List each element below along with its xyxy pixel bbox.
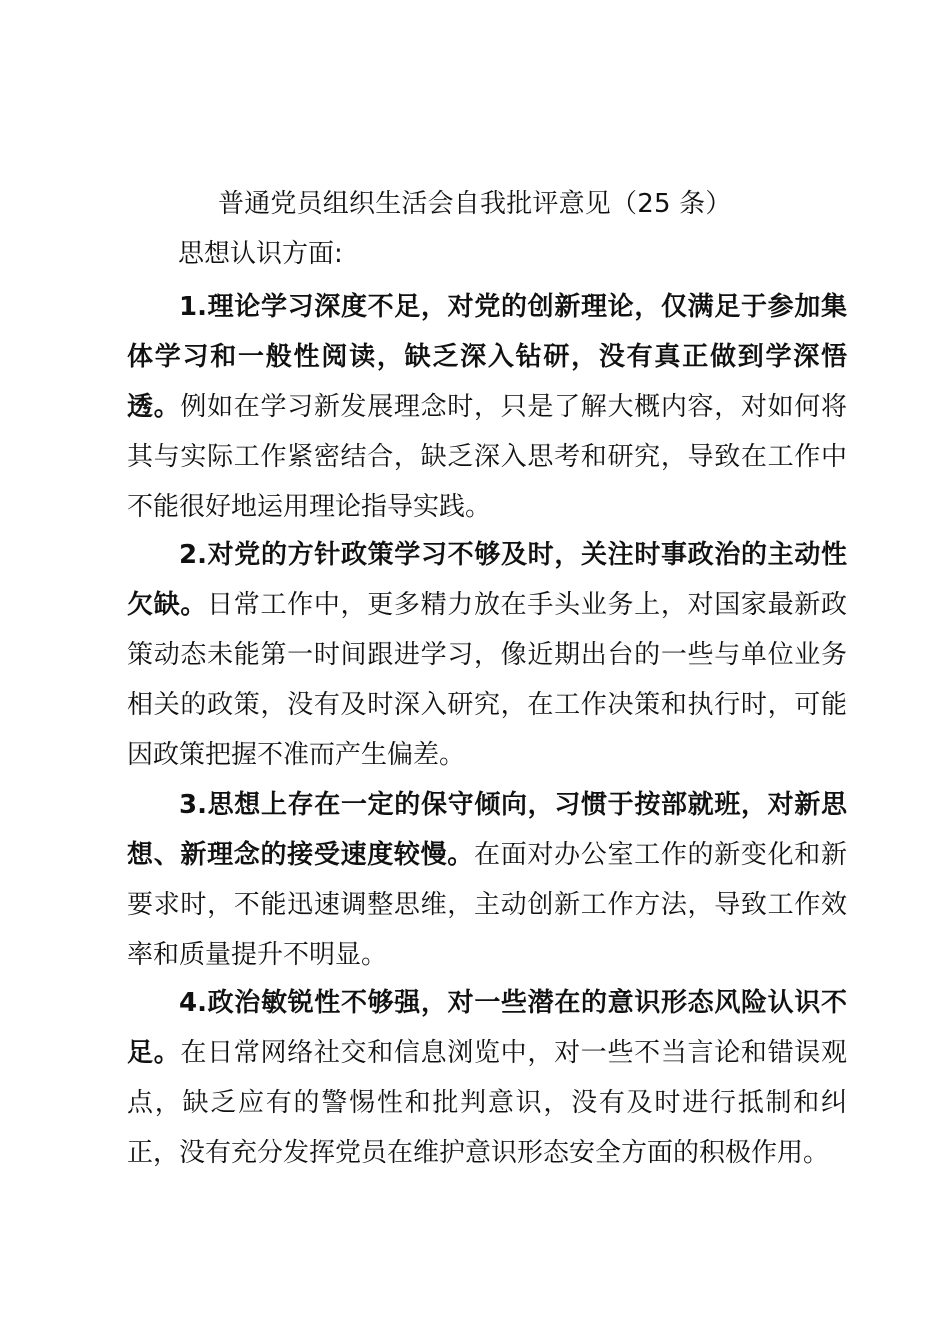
paragraph-4-body: 在日常网络社交和信息浏览中，对一些不当言论和错误观点，缺乏应有的警惕性和批判意识，没有及时进行抵制和纠正，没有充分发挥党员在维护意识形态安全方面的积极作用。 (127, 1038, 847, 1168)
paragraph-1-lead: 1.理论学习深度不足，对党的创新理论，仅满足于参加集体学习和一般性阅读，缺乏深入钻研，没有真正做到学深悟透。 (127, 292, 847, 422)
paragraph-2 (127, 530, 847, 780)
paragraph-3 (127, 780, 847, 980)
paragraph-2-lead: 2.对党的方针政策学习不够及时，关注时事政治的主动性欠缺。 (127, 540, 847, 620)
paragraph-4 (127, 978, 847, 1178)
paragraph-3-body: 在面对办公室工作的新变化和新要求时，不能迅速调整思维，主动创新工作方法，导致工作效率和质量提升不明显。 (127, 840, 847, 970)
section-heading: 思想认识方面: (178, 239, 343, 269)
document-title: 普通党员组织生活会自我批评意见（25 条） (218, 189, 732, 219)
paragraph-4-lead: 4.政治敏锐性不够强，对一些潜在的意识形态风险认识不足。 (127, 988, 847, 1068)
paragraph-1 (127, 282, 847, 532)
paragraph-1-body: 例如在学习新发展理念时，只是了解大概内容，对如何将其与实际工作紧密结合，缺乏深入思考和研究，导致在工作中不能很好地运用理论指导实践。 (127, 392, 847, 522)
paragraph-3-lead: 3.思想上存在一定的保守倾向，习惯于按部就班，对新思想、新理念的接受速度较慢。 (127, 790, 847, 870)
paragraph-2-body: 日常工作中，更多精力放在手头业务上，对国家最新政策动态未能第一时间跟进学习，像近期出台的一些与单位业务相关的政策，没有及时深入研究，在工作决策和执行时，可能因政策把握不准而产生偏差。 (127, 590, 847, 770)
